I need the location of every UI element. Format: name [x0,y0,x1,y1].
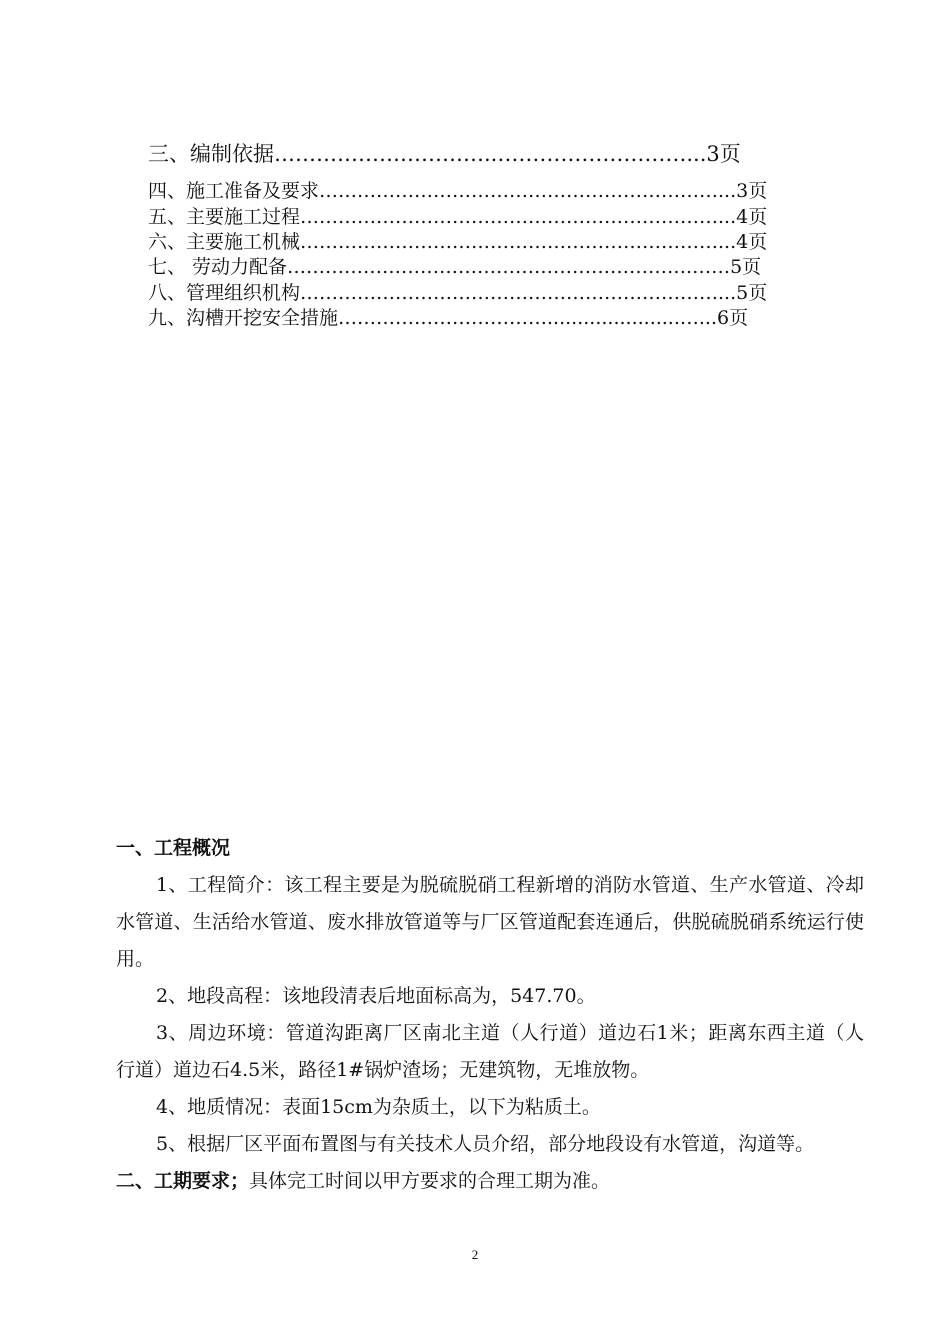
paragraph: 4、地质情况：表面15cm为杂质土，以下为粘质土。 [156,1096,601,1118]
section-heading: 一、工程概况 [116,837,231,859]
toc-entry[interactable] [148,303,748,330]
document-body [116,830,864,1200]
toc-page: 3页 [736,180,768,202]
toc-entry[interactable] [148,138,741,168]
schedule-text: 具体完工时间以甲方要求的合理工期为准。 [249,1170,611,1192]
toc-page: 3页 [706,142,741,166]
toc-title: 四、施工准备及要求 [148,180,320,202]
toc-title: 八、管理组织机构 [148,282,301,304]
toc-title: 七、 劳动力配备 [148,256,288,278]
toc-page: 4页 [736,206,768,228]
paragraph: 1、工程简介：该工程主要是为脱硫脱硝工程新增的消防水管道、生产水管道、冷却水管道、生活给水管道、废水排放管道等与厂区管道配套连通后，供脱硫脱硝系统运行使用。 [116,874,864,970]
toc-page: 5页 [730,256,762,278]
toc-title: 三、编制依据 [148,142,274,166]
toc-title: 九、沟槽开挖安全措施 [148,307,339,329]
paragraph: 2、地段高程：该地段清表后地面标高为，547.70。 [156,985,596,1007]
toc-entry[interactable] [148,176,767,203]
toc-entry[interactable] [148,252,761,279]
schedule-line [116,1163,864,1200]
toc-leader: …………………………………………………………... [300,231,737,253]
toc-page: 5页 [736,282,768,304]
toc-leader: ……………………………………………………….…… [287,256,731,278]
paragraph: 5、根据厂区平面布置图与有关技术人员介绍，部分地段设有水管道，沟道等。 [156,1133,815,1155]
toc-entry[interactable] [148,227,767,254]
toc-page: 4页 [736,231,768,253]
toc-leader: ……………………………......................…... [338,307,718,329]
toc-leader: ………………………………………………………... [319,180,737,202]
page-number: 2 [471,1247,479,1262]
toc-title: 五、主要施工过程 [148,206,301,228]
toc-title: 六、主要施工机械 [148,231,301,253]
toc-entry[interactable] [148,202,767,229]
toc-leader: …………………………………………………………... [300,206,737,228]
paragraph: 3、周边环境：管道沟距离厂区南北主道（人行道）道边石1米；距离东西主道（人行道）道边石4.5米，路径1#锅炉渣场；无建筑物，无堆放物。 [116,1022,864,1081]
toc-entry[interactable] [148,278,767,305]
toc-page: 6页 [717,307,749,329]
section-heading: 二、工期要求； [116,1170,250,1192]
toc-leader: …………………………..………………………... [274,142,707,166]
toc-leader: …………………………………………………………... [300,282,737,304]
